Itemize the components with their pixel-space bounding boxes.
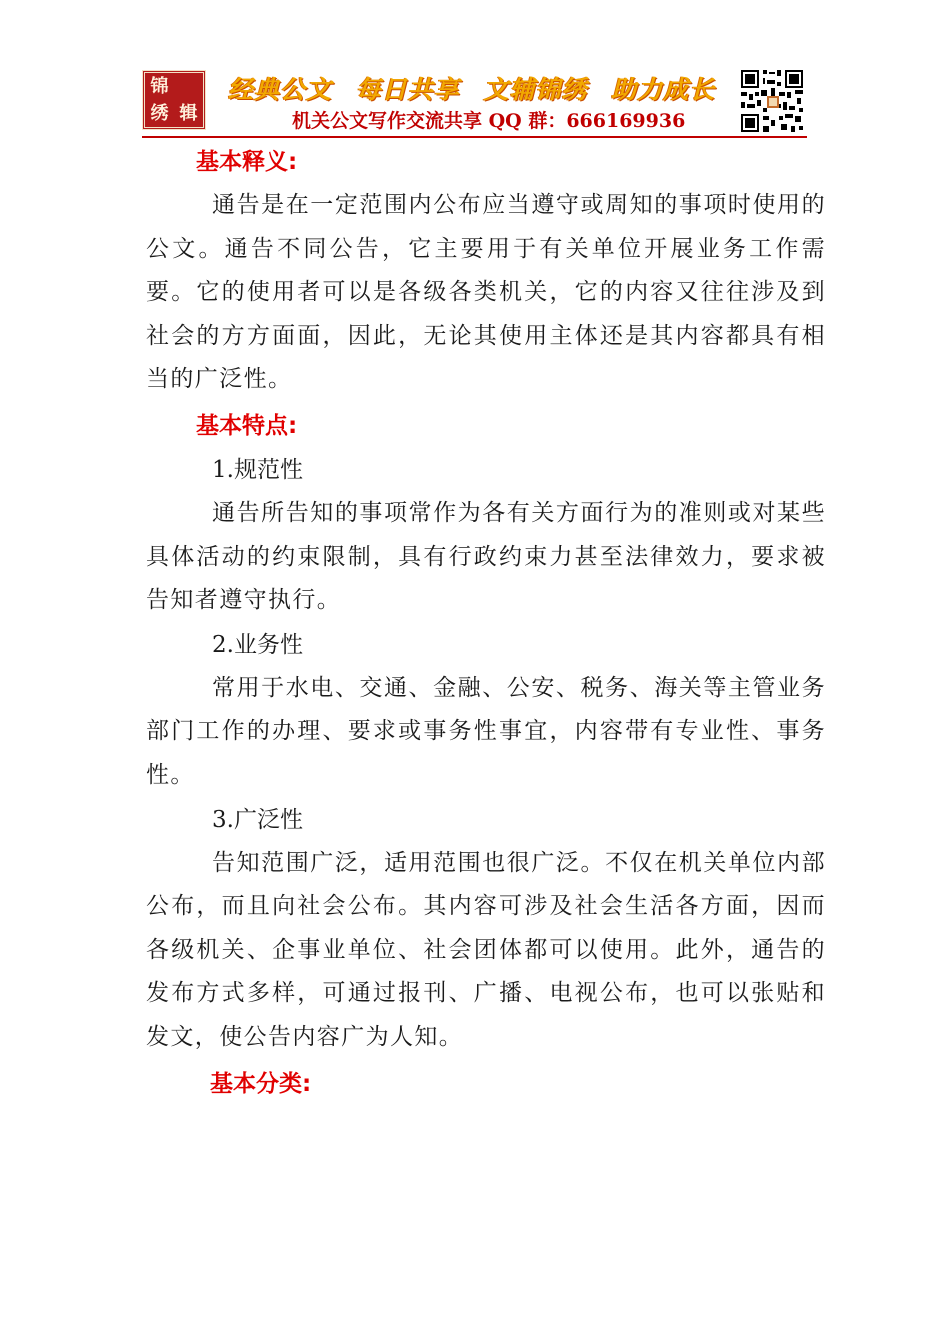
slogan-banner (228, 70, 738, 106)
section-heading-categories: 基本分类: (210, 1070, 312, 1097)
slogan-part: 助力成长 (611, 75, 716, 104)
slogan-part: 每日共享 (355, 75, 460, 104)
logo-char: 辑 (179, 102, 198, 124)
section-heading-definition: 基本释义: (196, 149, 298, 175)
feature-title: 2.业务性 (212, 631, 303, 658)
feature-title: 1.规范性 (212, 456, 303, 483)
slogan-part: 文辅锦绣 (483, 75, 588, 104)
brand-logo (142, 70, 206, 130)
feature-text: 告知范围广泛，适用范围也很广泛。不仅在机关单位内部公布，而且向社会公布。其内容可涉及社会生活各方面，因而各级机关、企事业单位、社会团体都可以使用。此外，通告的发布方式多样，可通过报刊、广播、电视公布，也可以张贴和发文，使公告内容广为人知。 (146, 849, 826, 1050)
definition-paragraph: 通告是在一定范围内公布应当遵守或周知的事项时使用的公文。通告不同公告，它主要用于有关单位开展业务工作需要。它的使用者可以是各级各类机关，它的内容又往往涉及到社会的方方面面，因此，无论其使用主体还是其内容都具有相当的广泛性。 (146, 192, 826, 393)
logo-char: 绣 (150, 102, 169, 124)
document-body (146, 140, 826, 1106)
feature-text: 常用于水电、交通、金融、公安、税务、海关等主管业务部门工作的办理、要求或事务性事宜，内容带有专业性、事务性。 (146, 674, 826, 788)
qq-group-text: 机关公文写作交流共享 QQ 群：666169936 (292, 110, 686, 132)
section-heading-features: 基本特点: (196, 412, 298, 439)
feature-text: 通告所告知的事项常作为各有关方面行为的准则或对某些具体活动的约束限制，具有行政约束力甚至法律效力，要求被告知者遵守执行。 (146, 499, 826, 614)
logo-char: 锦 (150, 75, 169, 97)
slogan-part: 经典公文 (228, 75, 333, 104)
feature-title: 3.广泛性 (212, 806, 303, 833)
qr-code-icon (739, 68, 805, 134)
page-header (142, 68, 807, 138)
